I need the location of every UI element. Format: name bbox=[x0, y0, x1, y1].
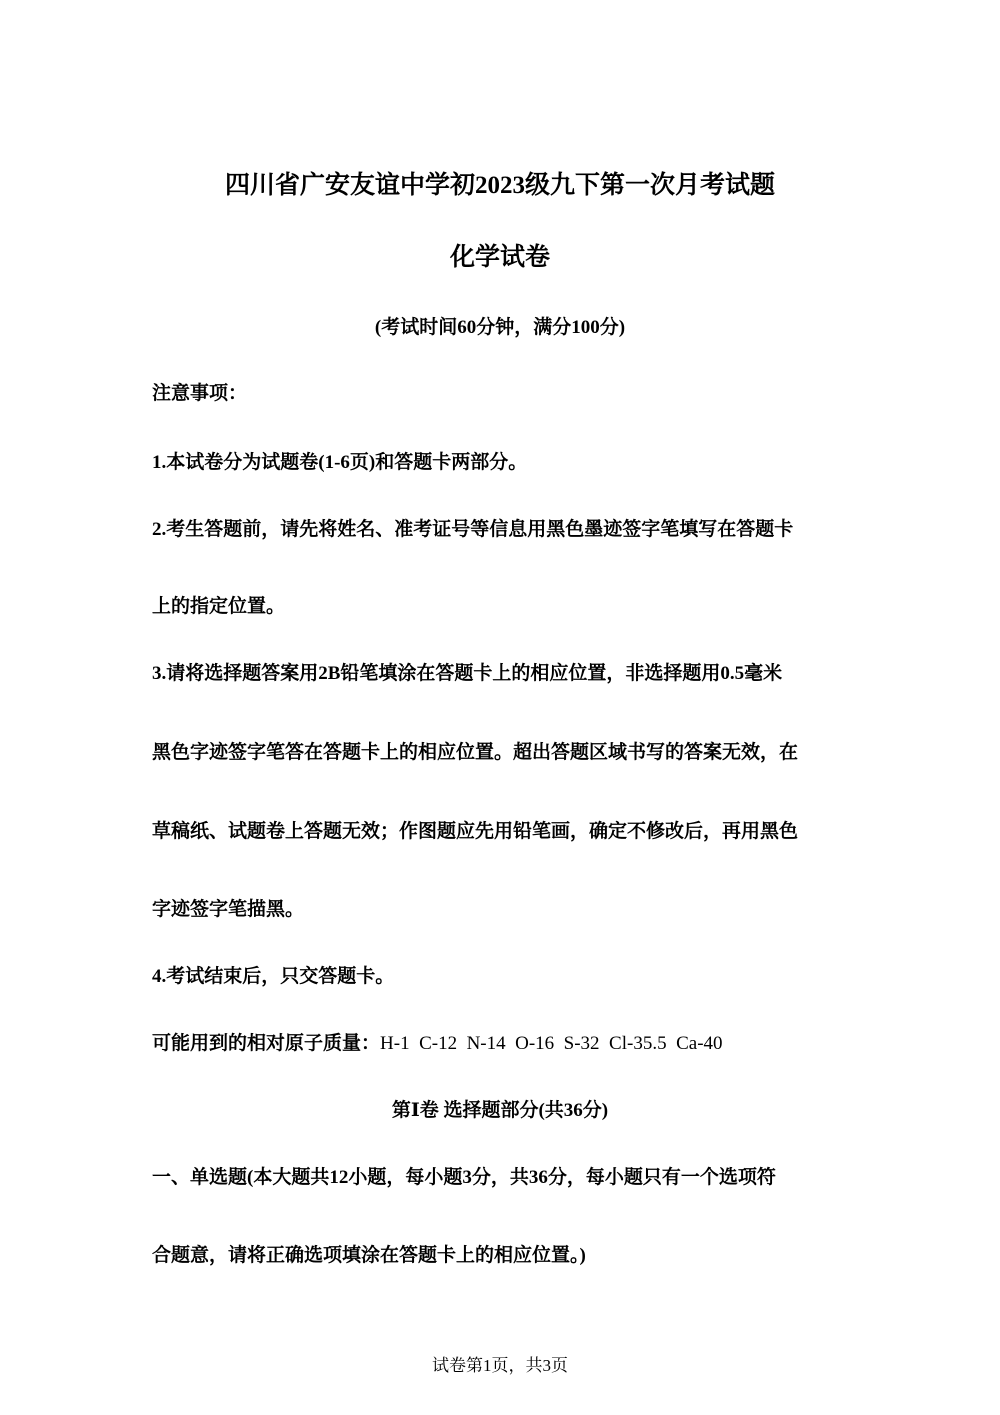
atomic-masses-values: H-1 C-12 N-14 O-16 S-32 Cl-35.5 Ca-40 bbox=[380, 1033, 723, 1054]
note-line-5: 黑色字迹签字笔答在答题卡上的相应位置。超出答题区域书写的答案无效，在 bbox=[152, 742, 799, 763]
atomic-masses-line bbox=[152, 1034, 723, 1053]
atomic-masses-label: 可能用到的相对原子质量： bbox=[152, 1033, 381, 1054]
section-part-line-2: 合题意，请将正确选项填涂在答题卡上的相应位置。) bbox=[152, 1245, 586, 1266]
section-heading: 第Ⅰ卷 选择题部分(共36分) bbox=[391, 1100, 609, 1121]
exam-subtitle: 化学试卷 bbox=[449, 244, 550, 271]
notes-heading: 注意事项： bbox=[152, 383, 248, 404]
note-line-6: 草稿纸、试题卷上答题无效；作图题应先用铅笔画，确定不修改后，再用黑色 bbox=[152, 821, 799, 842]
note-line-1: 1.本试卷分为试题卷(1-6页)和答题卡两部分。 bbox=[152, 452, 528, 473]
exam-title: 四川省广安友谊中学初2023级九下第一次月考试题 bbox=[224, 172, 775, 199]
note-line-8: 4.考试结束后，只交答题卡。 bbox=[152, 966, 395, 987]
note-line-2: 2.考生答题前，请先将姓名、准考证号等信息用黑色墨迹签字笔填写在答题卡 bbox=[152, 519, 794, 540]
note-line-4: 3.请将选择题答案用2B铅笔填涂在答题卡上的相应位置，非选择题用0.5毫米 bbox=[152, 663, 783, 684]
note-line-7: 字迹签字笔描黑。 bbox=[152, 899, 305, 920]
exam-info: (考试时间60分钟，满分100分) bbox=[374, 317, 626, 338]
page-footer: 试卷第1页，共3页 bbox=[432, 1356, 568, 1375]
section-part-line-1: 一、单选题(本大题共12小题，每小题3分，共36分，每小题只有一个选项符 bbox=[152, 1167, 776, 1188]
note-line-3: 上的指定位置。 bbox=[152, 596, 286, 617]
